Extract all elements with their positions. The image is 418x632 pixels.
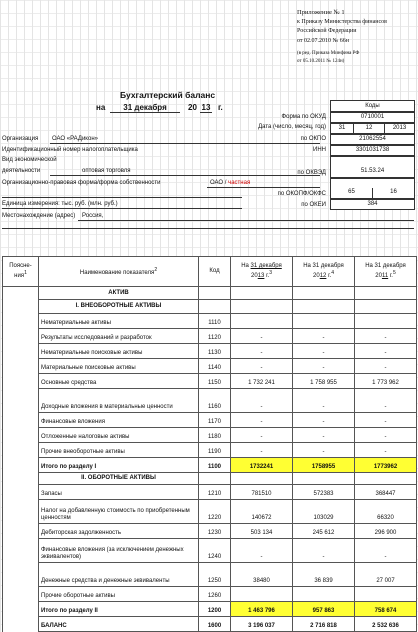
row-code: 1220 — [199, 500, 231, 524]
row-value-2012: - — [293, 329, 355, 344]
row-value-2013 — [231, 587, 293, 602]
table-row — [3, 587, 417, 602]
balance-row — [3, 617, 417, 632]
activity-label-1: Вид экономической — [2, 157, 57, 163]
total-row — [3, 602, 417, 617]
p1-on: На — [241, 263, 249, 269]
col-header-note — [3, 257, 39, 287]
opf-value-2: частная — [228, 180, 251, 186]
section1-rows — [3, 314, 417, 473]
row-value-2012: - — [293, 389, 355, 413]
note-cell — [3, 314, 39, 329]
address-value: Россия, — [82, 213, 104, 219]
row-name: Налог на добавленную стоимость по приобретенным ценностям — [39, 500, 199, 524]
title-year-unit: г. — [218, 103, 223, 112]
row-value-2013: 1732241 — [231, 458, 293, 473]
okpo-label: по ОКПО — [300, 136, 326, 142]
row-value-2012: 2 716 818 — [293, 617, 355, 632]
p2-year: 12 — [319, 273, 327, 279]
appendix-line-2: к Приказу Министерства финансов — [297, 19, 387, 25]
activity-label-2: деятельности — [2, 168, 41, 174]
section1-title-row — [3, 300, 417, 314]
row-code: 1240 — [199, 539, 231, 563]
row-value-2012: 572383 — [293, 485, 355, 500]
total-row — [3, 458, 417, 473]
p1-sup: 3 — [269, 270, 272, 276]
address-underline-2 — [2, 228, 414, 229]
codes-header: Коды — [330, 100, 415, 112]
row-value-2013: - — [231, 359, 293, 374]
col-header-code: Код — [199, 257, 231, 287]
p1-year-unit: г. — [266, 273, 270, 279]
row-value-2011: - — [355, 359, 417, 374]
row-value-2011: 296 900 — [355, 524, 417, 539]
table-row — [3, 500, 417, 524]
row-value-2013: - — [231, 389, 293, 413]
note-cell — [3, 602, 39, 617]
p1-year-prefix: 20 — [251, 273, 258, 279]
row-name: Итого по разделу II — [39, 602, 199, 617]
row-value-2013: - — [231, 344, 293, 359]
col-header-name-sup: 2 — [154, 266, 158, 273]
row-value-2011: 27 007 — [355, 563, 417, 587]
table-row — [3, 563, 417, 587]
row-value-2011: 758 674 — [355, 602, 417, 617]
row-name: Материальные поисковые активы — [39, 359, 199, 374]
row-value-2011: - — [355, 443, 417, 458]
appendix-line-6: от 05.10.2011 № 124н) — [297, 59, 345, 64]
row-value-2013: 781510 — [231, 485, 293, 500]
row-value-2012: 245 612 — [293, 524, 355, 539]
row-name: Денежные средства и денежные эквиваленты — [39, 563, 199, 587]
row-name: Нематериальные поисковые активы — [39, 344, 199, 359]
note-cell — [3, 413, 39, 428]
note-cell — [3, 500, 39, 524]
okpo-code: 21062554 — [330, 134, 415, 145]
section1-title: I. ВНЕОБОРОТНЫЕ АКТИВЫ — [39, 300, 199, 314]
title-year-suffix: 13 — [201, 103, 211, 112]
row-value-2011: 1773962 — [355, 458, 417, 473]
row-code: 1200 — [199, 602, 231, 617]
note-cell — [3, 374, 39, 389]
appendix-line-3: Российской Федерации — [297, 28, 357, 34]
row-name: Основные средства — [39, 374, 199, 389]
title-date: 31 декабря — [110, 103, 180, 113]
row-code: 1100 — [199, 458, 231, 473]
table-row — [3, 359, 417, 374]
p1-year: 13 — [257, 273, 265, 279]
p3-year: 11 — [381, 273, 389, 279]
row-value-2011: - — [355, 329, 417, 344]
p1-date: 31 декабря — [250, 263, 282, 269]
p2-year-unit: г. — [328, 273, 332, 279]
row-value-2013: 1 463 796 — [231, 602, 293, 617]
row-code: 1130 — [199, 344, 231, 359]
org-value: ОАО «РАДикон» — [52, 136, 98, 142]
row-name: Финансовые вложения — [39, 413, 199, 428]
p3-line1: На 31 декабря — [365, 263, 406, 269]
row-value-2013: - — [231, 413, 293, 428]
note-cell — [3, 428, 39, 443]
okei-label: по ОКЕИ — [301, 202, 326, 208]
note-cell — [3, 329, 39, 344]
col-header-note-sup: 1 — [24, 270, 27, 276]
row-value-2013: 38480 — [231, 563, 293, 587]
row-value-2011: - — [355, 344, 417, 359]
opf-code: 65 — [330, 188, 373, 199]
row-name: Итого по разделу I — [39, 458, 199, 473]
note-cell — [3, 563, 39, 587]
table-row — [3, 524, 417, 539]
date-month-code: 12 — [353, 123, 385, 134]
asset-title-row — [3, 287, 417, 300]
okud-label: Форма по ОКУД — [281, 114, 326, 120]
note-cell — [3, 587, 39, 602]
row-value-2012: - — [293, 539, 355, 563]
row-code: 1150 — [199, 374, 231, 389]
p2-line1: На 31 декабря — [303, 263, 344, 269]
row-value-2011: 1 773 962 — [355, 374, 417, 389]
row-value-2013: - — [231, 539, 293, 563]
okud-code: 0710001 — [330, 112, 415, 123]
row-value-2011: - — [355, 389, 417, 413]
row-name: Дебиторская задолженность — [39, 524, 199, 539]
table-row — [3, 374, 417, 389]
note-cell — [3, 344, 39, 359]
opf-code-label: по ОКОПФ/ОКФС — [277, 191, 326, 197]
p2-year-prefix: 20 — [313, 273, 320, 279]
row-value-2011: - — [355, 413, 417, 428]
row-value-2013: 503 134 — [231, 524, 293, 539]
row-value-2012: 36 839 — [293, 563, 355, 587]
p2-sup: 4 — [331, 270, 334, 276]
okfs-code: 16 — [372, 188, 415, 199]
section2-rows — [3, 485, 417, 632]
row-name: Результаты исследований и разработок — [39, 329, 199, 344]
title-on-label: на — [96, 103, 106, 112]
row-name: Отложенные налоговые активы — [39, 428, 199, 443]
col-header-period-1 — [231, 257, 293, 287]
org-underline — [50, 143, 320, 144]
row-name: Прочие внеоборотные активы — [39, 443, 199, 458]
inn-label: Идентификационный номер налогоплательщика — [2, 147, 138, 153]
unit-underline — [2, 208, 242, 209]
row-code: 1230 — [199, 524, 231, 539]
col-header-period-3 — [355, 257, 417, 287]
col-header-note-1: Поясне- — [9, 263, 32, 269]
row-value-2013 — [231, 314, 293, 329]
appendix-line-5: (в ред. Приказа Минфина РФ — [297, 51, 360, 56]
row-value-2011 — [355, 314, 417, 329]
note-cell — [3, 539, 39, 563]
row-value-2011: 66320 — [355, 500, 417, 524]
row-name: БАЛАНС — [39, 617, 199, 632]
row-value-2011: 368447 — [355, 485, 417, 500]
row-value-2012: - — [293, 413, 355, 428]
table-header-row — [3, 257, 417, 287]
col-header-note-2: ния — [14, 273, 25, 279]
note-cell — [3, 443, 39, 458]
note-cell — [3, 458, 39, 473]
activity-underline — [50, 175, 320, 176]
note-cell — [3, 389, 39, 413]
row-value-2013: - — [231, 428, 293, 443]
section2-title: II. ОБОРОТНЫЕ АКТИВЫ — [39, 473, 199, 485]
title-year-prefix: 20 — [188, 103, 197, 112]
row-code: 1600 — [199, 617, 231, 632]
row-value-2012: - — [293, 428, 355, 443]
table-row — [3, 344, 417, 359]
row-name: Финансовые вложения (за исключением денежных эквивалентов) — [39, 539, 199, 563]
row-code: 1160 — [199, 389, 231, 413]
table-row — [3, 413, 417, 428]
inn-code-label: ИНН — [313, 147, 326, 153]
row-value-2012: - — [293, 344, 355, 359]
row-value-2011: - — [355, 428, 417, 443]
row-value-2012: 1 758 955 — [293, 374, 355, 389]
table-row — [3, 329, 417, 344]
address-label: Местонахождение (адрес) — [2, 213, 76, 219]
col-header-period-2 — [293, 257, 355, 287]
opf-underline — [207, 187, 320, 188]
p3-year-prefix: 20 — [375, 273, 382, 279]
row-value-2012 — [293, 587, 355, 602]
p3-sup: 5 — [392, 270, 396, 276]
row-value-2012: - — [293, 443, 355, 458]
opf-underline-2 — [2, 197, 242, 198]
balance-table — [2, 256, 417, 632]
row-code: 1180 — [199, 428, 231, 443]
row-value-2013: 1 732 241 — [231, 374, 293, 389]
row-code: 1120 — [199, 329, 231, 344]
row-name: Запасы — [39, 485, 199, 500]
org-label: Организация — [2, 136, 39, 142]
row-value-2013: 140672 — [231, 500, 293, 524]
row-value-2011 — [355, 587, 417, 602]
row-value-2013: - — [231, 443, 293, 458]
unit-label: Единица измерения: тыс. руб. (млн. руб.) — [2, 201, 118, 207]
table-row — [3, 428, 417, 443]
okved-code: 51.53.24 — [330, 166, 415, 178]
section2-title-row — [3, 473, 417, 485]
appendix-line-4: от 02.07.2010 № 66н — [297, 38, 349, 44]
table-row — [3, 443, 417, 458]
asset-title: АКТИВ — [39, 287, 199, 300]
row-code: 1140 — [199, 359, 231, 374]
note-cell — [3, 359, 39, 374]
date-year-code: 2013 — [384, 123, 415, 134]
table-row — [3, 539, 417, 563]
row-name: Прочие оборотные активы — [39, 587, 199, 602]
row-code: 1260 — [199, 587, 231, 602]
row-value-2013: - — [231, 329, 293, 344]
note-cell — [3, 485, 39, 500]
activity-value: оптовая торговля — [82, 168, 131, 174]
row-code: 1110 — [199, 314, 231, 329]
row-code: 1190 — [199, 443, 231, 458]
row-value-2013: 3 196 037 — [231, 617, 293, 632]
row-value-2012: - — [293, 359, 355, 374]
date-day-code: 31 — [330, 123, 354, 134]
appendix-line-1: Приложение № 1 — [297, 9, 345, 16]
page-title: Бухгалтерский баланс — [120, 90, 216, 100]
row-name: Нематериальные активы — [39, 314, 199, 329]
okei-code: 384 — [330, 199, 415, 210]
col-header-name-text: Наименование показателя — [79, 269, 155, 276]
note-cell — [3, 524, 39, 539]
opf-label: Организационно-правовая форма/форма собственности — [2, 180, 161, 186]
table-row — [3, 314, 417, 329]
address-underline — [78, 220, 414, 221]
row-value-2012 — [293, 314, 355, 329]
col-header-name — [39, 257, 199, 287]
row-value-2012: 1758955 — [293, 458, 355, 473]
row-name: Доходные вложения в материальные ценности — [39, 389, 199, 413]
row-value-2012: 957 863 — [293, 602, 355, 617]
row-code: 1210 — [199, 485, 231, 500]
opf-value — [210, 180, 250, 186]
p3-year-unit: г. — [389, 273, 393, 279]
date-label: Дата (число, месяц, год) — [258, 124, 326, 130]
row-code: 1170 — [199, 413, 231, 428]
row-value-2012: 103029 — [293, 500, 355, 524]
inn-code: 3301031738 — [330, 145, 415, 156]
okved-label: по ОКВЭД — [297, 170, 326, 176]
opf-value-1: ОАО / — [210, 180, 227, 186]
row-code: 1250 — [199, 563, 231, 587]
table-row — [3, 389, 417, 413]
note-cell — [3, 617, 39, 632]
row-value-2011: - — [355, 539, 417, 563]
table-row — [3, 485, 417, 500]
row-value-2011: 2 532 636 — [355, 617, 417, 632]
